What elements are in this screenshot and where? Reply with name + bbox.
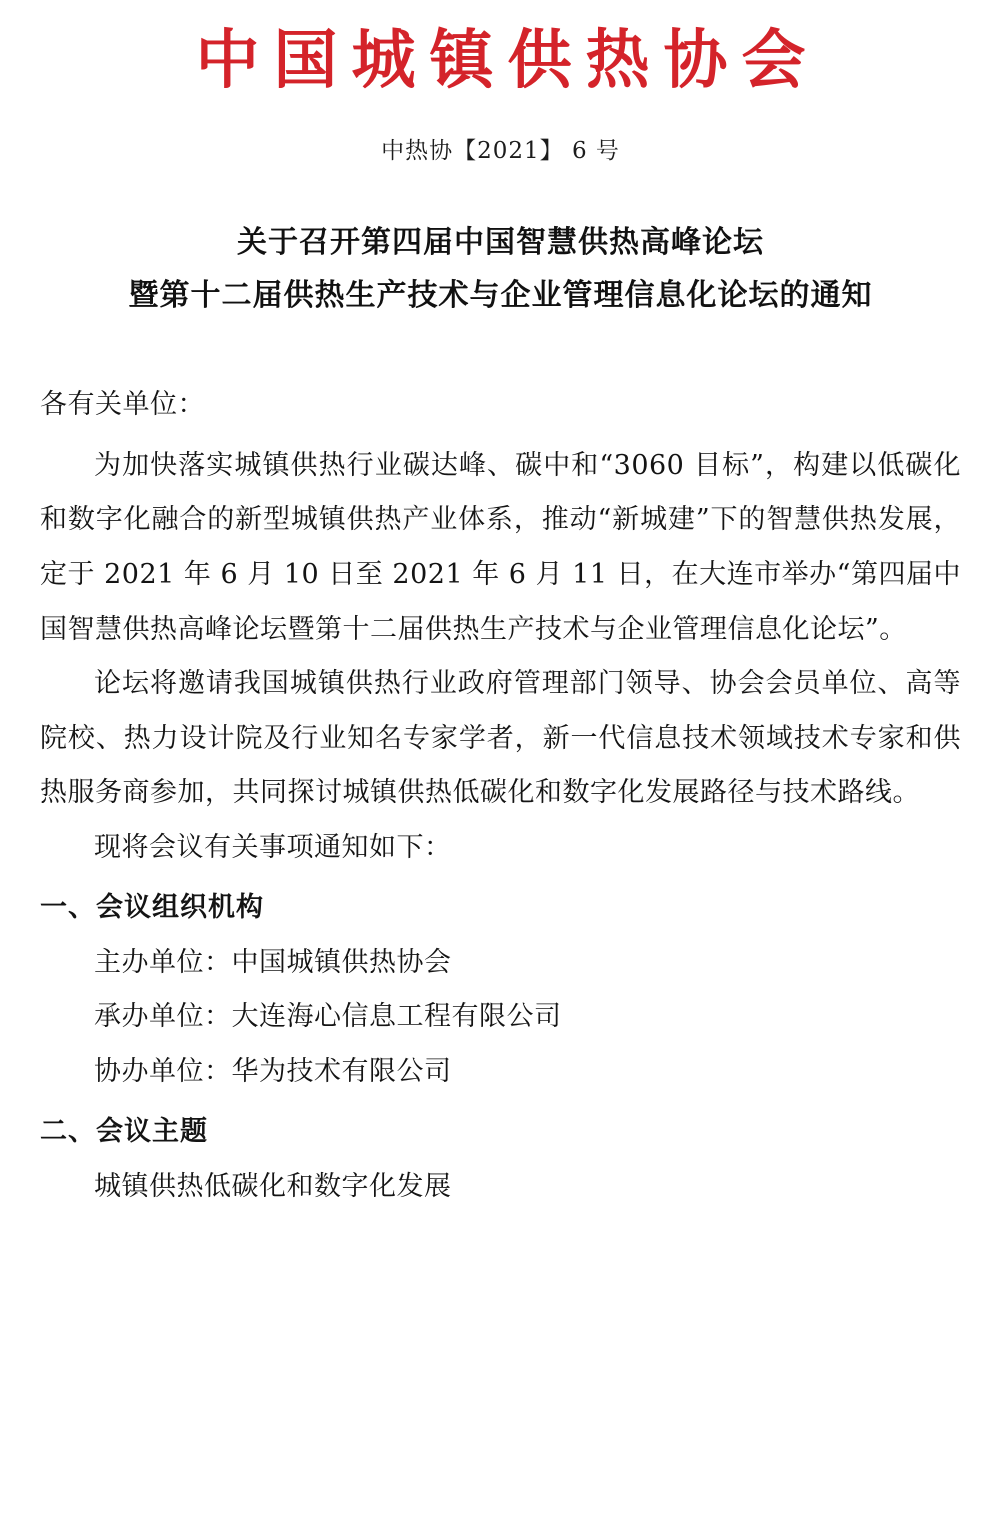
body-paragraph-1: 为加快落实城镇供热行业碳达峰、碳中和“3060 目标”，构建以低碳化和数字化融合的新型城镇供热产业体系，推动“新城建”下的智慧供热发展，定于 2021 年 6 月 10 日至 2021 年 6 月 11 日，在大连市举办“第四届中国智慧供热高峰论坛暨第十二届供热生产技术与企业管理信息化论坛”。 [40, 449, 961, 645]
section-heading-1: 一、会议组织机构 [40, 892, 264, 924]
salutation: 各有关单位： [40, 389, 205, 421]
section-2-item-1: 城镇供热低碳化和数字化发展 [94, 1170, 452, 1202]
body-paragraph-2: 论坛将邀请我国城镇供热行业政府管理部门领导、协会会员单位、高等院校、热力设计院及行业知名专家学者，新一代信息技术领域技术专家和供热服务商参加，共同探讨城镇供热低碳化和数字化发展路径与技术路线。 [40, 668, 961, 809]
letterhead-organization-name: 中国城镇供热协会 [195, 23, 820, 98]
document-body [40, 378, 961, 1214]
document-number: 中热协【2021】 6 号 [381, 138, 620, 165]
document-title [40, 217, 961, 322]
section-heading-2: 二、会议主题 [40, 1116, 208, 1148]
document-title-line-2: 暨第十二届供热生产技术与企业管理信息化论坛的通知 [128, 277, 873, 313]
section-1-item-2: 承办单位：大连海心信息工程有限公司 [94, 1001, 562, 1033]
section-1-item-3: 协办单位：华为技术有限公司 [94, 1055, 452, 1087]
body-paragraph-3: 现将会议有关事项通知如下： [94, 831, 452, 863]
section-1-item-1: 主办单位：中国城镇供热协会 [94, 946, 452, 978]
document-title-line-1: 关于召开第四届中国智慧供热高峰论坛 [237, 225, 764, 261]
